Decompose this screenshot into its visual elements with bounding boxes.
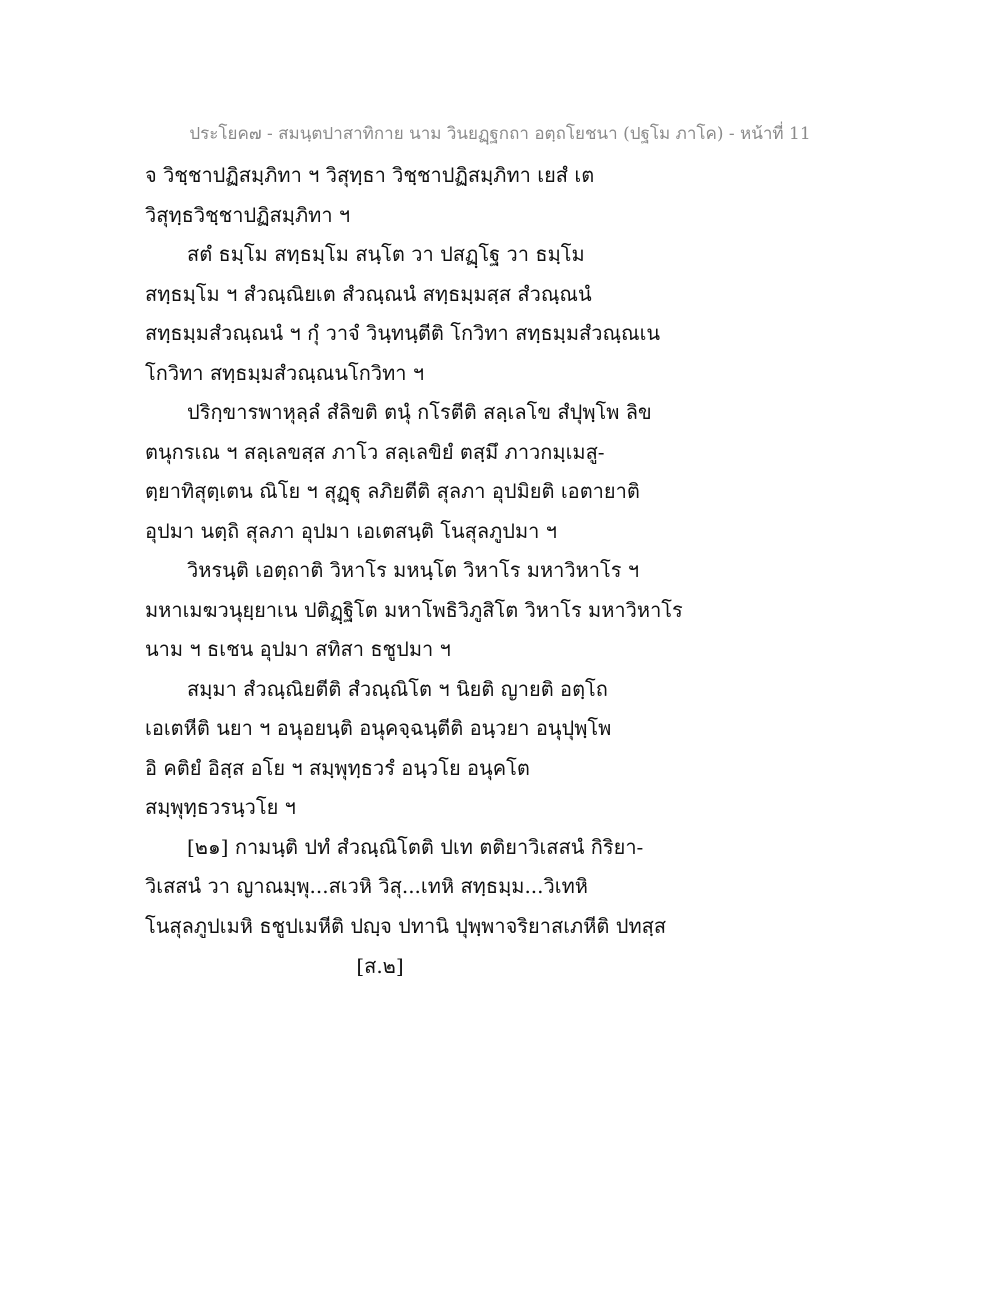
running-header: ประโยค๗ - สมนฺตปาสาทิกาย นาม วินยฏฺฐกถา อตฺถโยชนา (ปฐโม ภาโค) - หน้าที่ 11 bbox=[189, 124, 811, 144]
text-line: นาม ฯ ธเชน อุปมา สทิสา ธชูปมา ฯ bbox=[145, 637, 451, 661]
text-line: โกวิทา สทฺธมฺมสํวณฺณนโกวิทา ฯ bbox=[145, 360, 425, 385]
signature-mark: [ส.๒] bbox=[356, 954, 404, 978]
text-line: อุปมา นตฺถิ สุลภา อุปมา เอเตสนฺติ โนสุลภูปมา ฯ bbox=[145, 518, 557, 543]
text-line: สมฺพุทฺธวรนฺวโย ฯ bbox=[145, 795, 296, 819]
text-line: วิสุทฺธวิชฺชาปฏิสมฺภิทา ฯ bbox=[145, 202, 351, 227]
text-line: มหาเมฆวนุยฺยาเน ปติฏฺฐิโต มหาโพธิวิภูสิโต วิหาโร มหาวิหาโร bbox=[145, 597, 683, 622]
text-line: วิเสสนํ วา ญาณมฺพุ...สเวหิ วิสุ...เทหิ สทฺธมฺม...วิเทหิ bbox=[145, 874, 588, 898]
text-line: อิ คติยํ อิสฺส อโย ฯ สมฺพุทฺธวรํ อนฺวโย อนุคโต bbox=[145, 755, 530, 780]
text-line: ตนุกรเณ ฯ สลฺเลขสฺส ภาโว สลฺเลขิยํ ตสฺมึ ภาวกมฺเมสู- bbox=[145, 439, 605, 464]
text-line: สทฺธมฺโม ฯ สํวณฺณิยเต สํวณฺณนํ สทฺธมฺมสฺส สํวณฺณนํ bbox=[145, 281, 592, 306]
paragraph-start-line: สมฺมา สํวณฺณิยตีติ สํวณฺณิโต ฯ นิยติ ญายติ อตฺโถ bbox=[187, 676, 608, 701]
paragraph-start-line: ปริกฺขารพาหุลฺลํ สํลิขติ ตนุํ กโรตีติ สลฺเลโข สํปุพฺโพ ลิข bbox=[187, 400, 652, 424]
text-line: ตฺยาทิสุตฺเตน ณิโย ฯ สุฏฺฐุ ลภิยตีติ สุลภา อุปมิยติ เอตายาติ bbox=[145, 479, 640, 503]
paragraph-start-line: วิหรนฺติ เอตฺถาติ วิหาโร มหนฺโต วิหาโร มหาวิหาโร ฯ bbox=[187, 558, 640, 582]
body-text bbox=[145, 156, 865, 946]
text-line: จ วิชฺชาปฏิสมฺภิทา ฯ วิสุทฺธา วิชฺชาปฏิสมฺภิทา เยสํ เต bbox=[145, 163, 595, 187]
text-line: เอเตหีติ นยา ฯ อนุอยนฺติ อนุคจฺฉนฺตีติ อนฺวยา อนุปุพฺโพ bbox=[145, 716, 612, 740]
paragraph-start-line: [๒๑] กามนฺติ ปทํ สํวณฺณิโตติ ปเท ตติยาวิเสสนํ กิริยา- bbox=[187, 834, 644, 859]
text-line: สทฺธมฺมสํวณฺณนํ ฯ กุํ วาจํ วินฺทนฺตีติ โกวิทา สทฺธมฺมสํวณฺณเน bbox=[145, 321, 661, 345]
text-line: โนสุลภูปเมหิ ธชูปเมหีติ ปญฺจ ปทานิ ปุพฺพาจริยาสเภหีติ ปทสฺส bbox=[145, 913, 667, 938]
paragraph-start-line: สตํ ธมฺโม สทฺธมฺโม สนฺโต วา ปสฏฺโฐ วา ธมฺโม bbox=[187, 242, 585, 266]
